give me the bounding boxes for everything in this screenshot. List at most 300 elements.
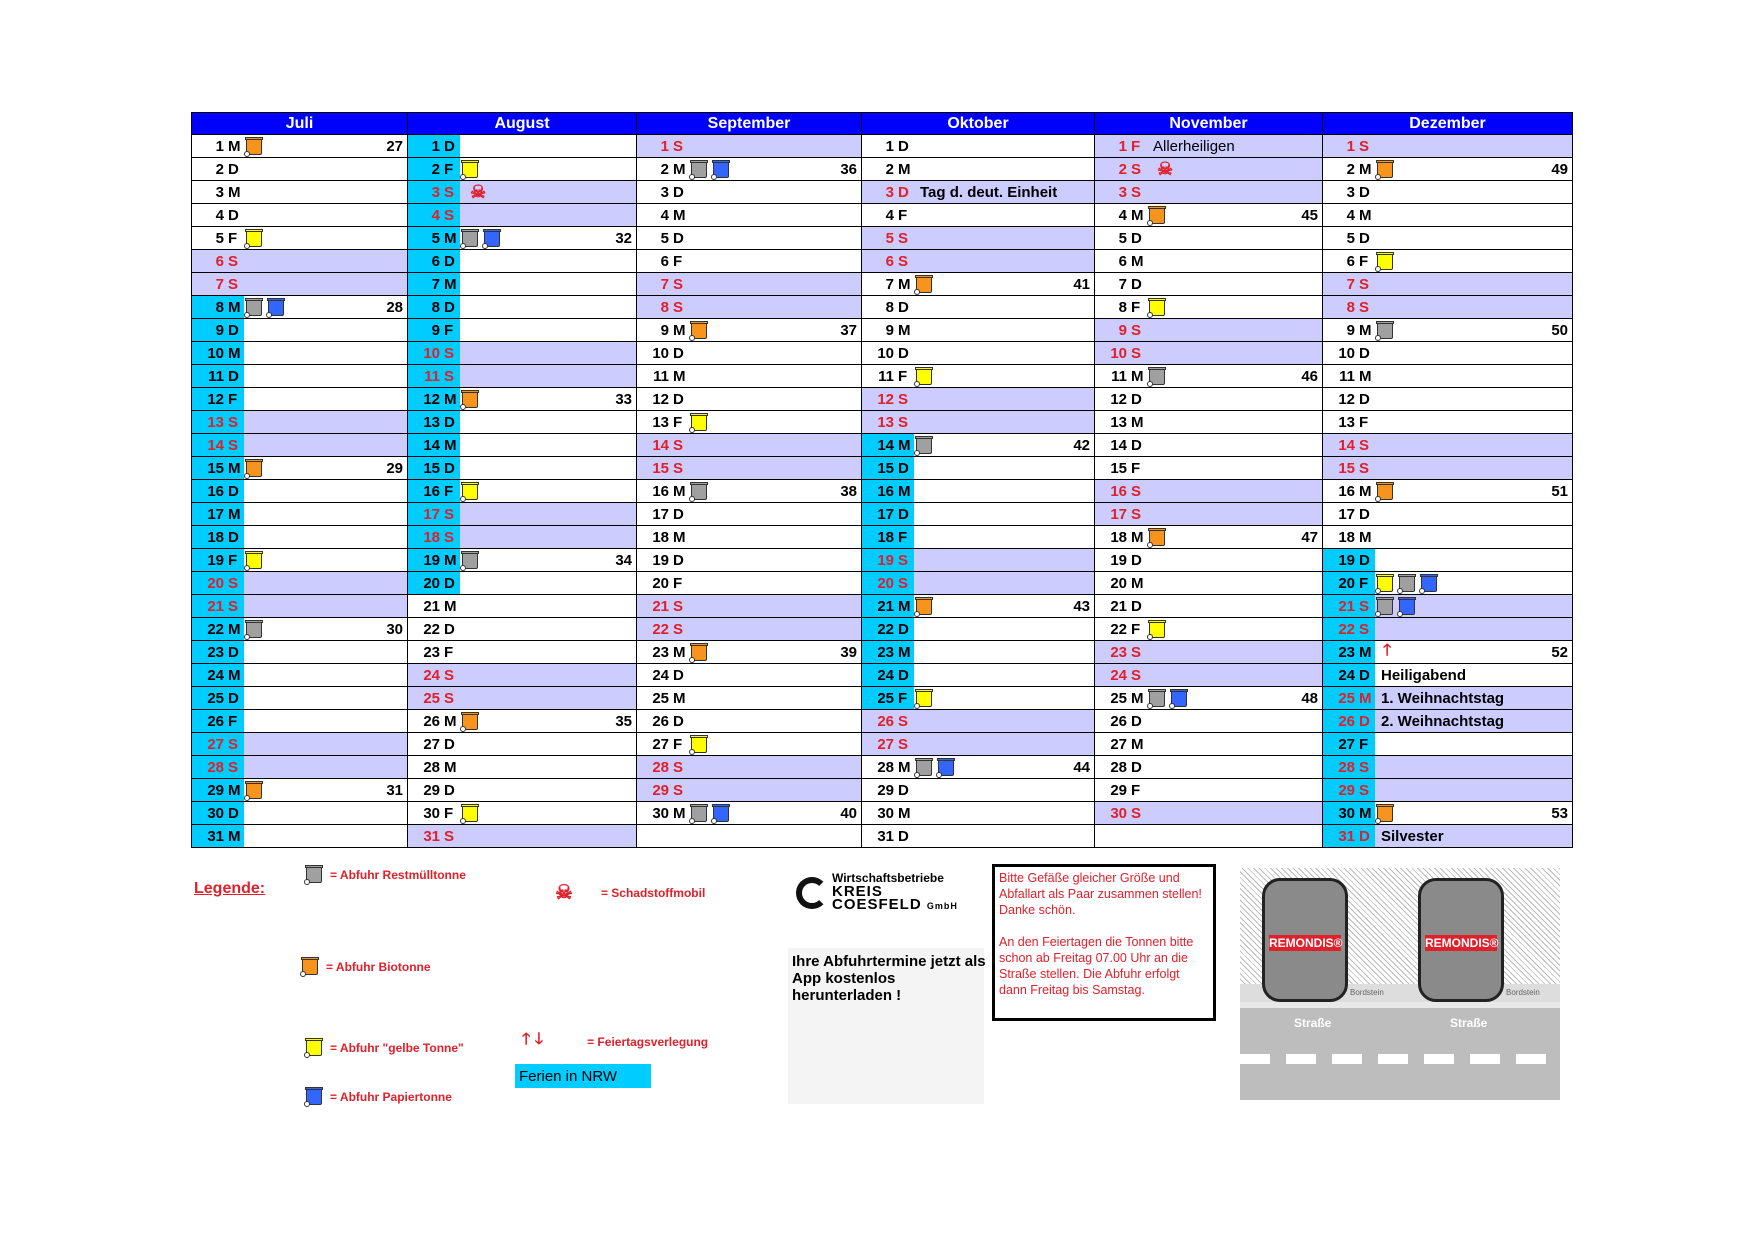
day-number: 15 — [207, 459, 224, 477]
weekday: S — [228, 758, 239, 776]
legend-papier: = Abfuhr Papiertonne — [306, 1088, 452, 1105]
weekday: D — [444, 252, 455, 270]
weekday: S — [228, 735, 239, 753]
day-cell — [192, 411, 407, 433]
day-cell — [637, 664, 861, 686]
day-cell — [408, 365, 636, 387]
day-number: 18 — [1338, 528, 1355, 546]
weekday: S — [228, 436, 239, 454]
day-number: 9 — [1118, 321, 1127, 339]
week-number: 31 — [386, 782, 403, 799]
day-number: 7 — [215, 275, 224, 293]
papier-bin-icon — [268, 299, 284, 316]
day-cell — [1323, 181, 1572, 203]
bio-bin-icon — [1377, 805, 1393, 822]
day-number: 3 — [431, 183, 440, 201]
day-number: 12 — [423, 390, 440, 408]
day-cell — [1095, 641, 1322, 663]
weekday: F — [673, 574, 683, 592]
day-number: 27 — [423, 735, 440, 753]
day-cell — [637, 365, 861, 387]
weekday: S — [1359, 781, 1370, 799]
weekday: D — [673, 344, 684, 362]
week-number: 52 — [1551, 644, 1568, 661]
weekday: F — [228, 229, 238, 247]
day-cell — [192, 710, 407, 732]
weekday: D — [1359, 344, 1370, 362]
weekday: M — [673, 321, 686, 339]
day-number: 15 — [1338, 459, 1355, 477]
week-number: 47 — [1301, 529, 1318, 546]
weekday: F — [228, 390, 238, 408]
day-cell — [192, 250, 407, 272]
week-number: 34 — [615, 552, 632, 569]
day-number: 8 — [1346, 298, 1355, 316]
day-number: 4 — [885, 206, 894, 224]
weekday: M — [898, 643, 911, 661]
day-cell — [862, 825, 1094, 847]
weekday: D — [444, 137, 455, 155]
day-cell — [637, 319, 861, 341]
day-number: 21 — [877, 597, 894, 615]
weekday: D — [228, 482, 239, 500]
day-number: 21 — [423, 597, 440, 615]
day-number: 20 — [1338, 574, 1355, 592]
day-cell — [192, 756, 407, 778]
day-cell — [1323, 779, 1572, 801]
day-number: 7 — [885, 275, 894, 293]
day-number: 17 — [652, 505, 669, 523]
day-number: 16 — [207, 482, 224, 500]
rest-bin-icon — [1377, 598, 1393, 615]
weekday: M — [444, 551, 457, 569]
day-cell — [637, 756, 861, 778]
day-number: 19 — [877, 551, 894, 569]
day-number: 17 — [1338, 505, 1355, 523]
bio-bin-icon — [462, 713, 478, 730]
bio-bin-icon — [1377, 483, 1393, 500]
day-number: 13 — [652, 413, 669, 431]
day-cell — [1323, 411, 1572, 433]
weekday: M — [228, 344, 241, 362]
day-cell — [1095, 227, 1322, 249]
day-number: 18 — [652, 528, 669, 546]
day-number: 25 — [652, 689, 669, 707]
weekday: M — [898, 436, 911, 454]
weekday: F — [444, 482, 454, 500]
day-number: 22 — [423, 620, 440, 638]
weekday: D — [1131, 597, 1142, 615]
day-number: 7 — [1118, 275, 1127, 293]
day-cell — [862, 181, 1094, 203]
day-number: 5 — [885, 229, 894, 247]
weekday: D — [673, 551, 684, 569]
day-cell — [1095, 779, 1322, 801]
week-number: 43 — [1073, 598, 1090, 615]
day-cell — [192, 296, 407, 318]
week-number: 35 — [615, 713, 632, 730]
day-number: 6 — [1346, 252, 1355, 270]
gelb-bin-icon — [1377, 575, 1393, 592]
day-cell — [408, 733, 636, 755]
rest-bin-icon — [462, 552, 478, 569]
weekday: F — [1131, 298, 1141, 316]
holiday-note: Allerheiligen — [1153, 137, 1235, 155]
weekday: S — [1131, 643, 1142, 661]
weekday: S — [1131, 804, 1142, 822]
day-number: 16 — [652, 482, 669, 500]
day-cell — [1095, 618, 1322, 640]
day-number: 14 — [652, 436, 669, 454]
day-number: 26 — [1338, 712, 1355, 730]
day-number: 1 — [1346, 137, 1355, 155]
week-number: 28 — [386, 299, 403, 316]
week-number: 48 — [1301, 690, 1318, 707]
day-cell — [1323, 296, 1572, 318]
day-cell — [408, 526, 636, 548]
day-number: 22 — [652, 620, 669, 638]
weekday: M — [1359, 482, 1372, 500]
day-cell — [408, 319, 636, 341]
week-number: 32 — [615, 230, 632, 247]
day-number: 12 — [1338, 390, 1355, 408]
day-cell — [192, 733, 407, 755]
weekday: D — [1359, 390, 1370, 408]
day-cell — [408, 802, 636, 824]
weekday: D — [444, 413, 455, 431]
weekday: M — [1131, 574, 1144, 592]
weekday: M — [1131, 735, 1144, 753]
day-number: 16 — [877, 482, 894, 500]
day-cell — [1323, 273, 1572, 295]
info-box: Bitte Gefäße gleicher Größe und Abfallart als Paar zusammen stellen! Danke schön. An den Feiertagen die Tonnen bitte schon ab Freitag 07.00 Uhr an die Straße stellen. Die Abfuhr erfolgt dann Freitag bis Samstag. — [992, 864, 1216, 1021]
gelb-bin-icon — [246, 552, 262, 569]
day-number: 19 — [423, 551, 440, 569]
day-cell — [637, 227, 861, 249]
day-cell — [862, 135, 1094, 157]
weekday: S — [673, 436, 684, 454]
papier-bin-icon — [713, 161, 729, 178]
day-cell — [1095, 710, 1322, 732]
gelb-bin-icon — [462, 161, 478, 178]
day-cell — [1095, 296, 1322, 318]
day-cell — [1323, 756, 1572, 778]
day-number: 16 — [423, 482, 440, 500]
month-header: Juli — [192, 113, 408, 135]
weekday: D — [228, 528, 239, 546]
weekday: M — [673, 367, 686, 385]
day-number: 28 — [1110, 758, 1127, 776]
day-number: 4 — [215, 206, 224, 224]
weekday: F — [228, 551, 238, 569]
day-number: 5 — [215, 229, 224, 247]
day-cell — [862, 250, 1094, 272]
weekday: M — [1131, 413, 1144, 431]
day-number: 10 — [1338, 344, 1355, 362]
day-cell — [192, 480, 407, 502]
day-cell — [408, 549, 636, 571]
month-header: September — [637, 113, 862, 135]
skull-icon: ☠ — [555, 882, 573, 904]
day-number: 23 — [1338, 643, 1355, 661]
day-cell — [1095, 434, 1322, 456]
weekday: M — [444, 712, 457, 730]
day-number: 27 — [877, 735, 894, 753]
holiday-note: 1. Weihnachtstag — [1381, 689, 1505, 707]
day-number: 31 — [1338, 827, 1355, 845]
weekday: D — [1359, 551, 1370, 569]
skull-icon: ☠ — [470, 182, 487, 202]
day-number: 30 — [207, 804, 224, 822]
day-number: 21 — [652, 597, 669, 615]
day-number: 4 — [660, 206, 669, 224]
day-cell — [192, 664, 407, 686]
day-number: 27 — [207, 735, 224, 753]
day-cell — [192, 365, 407, 387]
day-cell — [1095, 595, 1322, 617]
day-cell — [637, 549, 861, 571]
day-number: 12 — [1110, 390, 1127, 408]
legend-rest: = Abfuhr Restmülltonne — [306, 866, 466, 883]
bio-bin-icon — [462, 391, 478, 408]
weekday: S — [444, 827, 455, 845]
app-text: Ihre Abfuhrtermine jetzt als App kostenlos herunterladen ! — [792, 953, 986, 1004]
weekday: F — [444, 643, 454, 661]
day-number: 30 — [1338, 804, 1355, 822]
rest-bin-icon — [246, 299, 262, 316]
day-number: 5 — [431, 229, 440, 247]
day-cell — [862, 733, 1094, 755]
day-number: 1 — [885, 137, 894, 155]
day-number: 11 — [1111, 367, 1127, 385]
gelb-bin-icon — [916, 690, 932, 707]
day-cell — [1095, 457, 1322, 479]
week-number: 40 — [840, 805, 857, 822]
day-number: 11 — [424, 367, 440, 385]
day-cell — [1095, 526, 1322, 548]
bio-bin-icon — [246, 782, 262, 799]
day-cell — [192, 457, 407, 479]
day-cell — [408, 250, 636, 272]
weekday: S — [1131, 666, 1142, 684]
day-number: 22 — [1338, 620, 1355, 638]
week-number: 46 — [1301, 368, 1318, 385]
day-number: 5 — [660, 229, 669, 247]
day-cell — [862, 158, 1094, 180]
weekday: D — [898, 781, 909, 799]
weekday: F — [1359, 735, 1369, 753]
weekday: S — [444, 689, 455, 707]
day-number: 14 — [1110, 436, 1127, 454]
day-cell — [1095, 365, 1322, 387]
weekday: S — [1359, 620, 1370, 638]
day-cell — [1323, 503, 1572, 525]
weekday: S — [1359, 436, 1370, 454]
week-number: 45 — [1301, 207, 1318, 224]
weekday: D — [898, 183, 909, 201]
day-cell — [192, 779, 407, 801]
day-number: 9 — [660, 321, 669, 339]
weekday: F — [228, 712, 238, 730]
day-cell — [1323, 319, 1572, 341]
weekday: M — [228, 827, 241, 845]
day-cell — [192, 227, 407, 249]
day-number: 22 — [207, 620, 224, 638]
weekday: M — [444, 597, 457, 615]
day-cell — [192, 434, 407, 456]
weekday: S — [1359, 137, 1370, 155]
day-cell — [862, 664, 1094, 686]
day-number: 25 — [207, 689, 224, 707]
weekday: F — [1359, 574, 1369, 592]
papier-bin-icon — [484, 230, 500, 247]
day-cell — [1095, 319, 1322, 341]
weekday: D — [228, 804, 239, 822]
day-cell — [637, 779, 861, 801]
day-cell — [1323, 250, 1572, 272]
weekday: S — [444, 666, 455, 684]
weekday: M — [1359, 321, 1372, 339]
weekday: M — [673, 528, 686, 546]
weekday: M — [228, 666, 241, 684]
day-cell — [192, 802, 407, 824]
weekday: F — [898, 689, 908, 707]
day-cell — [192, 526, 407, 548]
weekday: F — [898, 528, 908, 546]
day-cell — [637, 802, 861, 824]
day-number: 28 — [877, 758, 894, 776]
weekday: S — [673, 459, 684, 477]
weekday: S — [898, 413, 909, 431]
weekday: M — [228, 620, 241, 638]
weekday: M — [1359, 689, 1372, 707]
rest-bin-icon — [1149, 368, 1165, 385]
rest-bin-icon — [246, 621, 262, 638]
day-cell — [408, 411, 636, 433]
weekday: S — [1131, 344, 1142, 362]
day-number: 24 — [1338, 666, 1355, 684]
weekday: S — [228, 574, 239, 592]
day-number: 11 — [1339, 367, 1355, 385]
day-cell — [408, 181, 636, 203]
weekday: S — [444, 183, 455, 201]
weekday: D — [228, 321, 239, 339]
weekday: D — [1359, 183, 1370, 201]
day-cell — [1323, 204, 1572, 226]
day-number: 10 — [877, 344, 894, 362]
day-number: 2 — [885, 160, 894, 178]
weekday: S — [1359, 597, 1370, 615]
day-cell — [862, 411, 1094, 433]
bio-bin-icon — [1149, 207, 1165, 224]
day-cell — [862, 802, 1094, 824]
day-number: 21 — [207, 597, 224, 615]
day-number: 26 — [652, 712, 669, 730]
weekday: F — [673, 413, 683, 431]
day-number: 11 — [208, 367, 224, 385]
gelb-bin-icon — [916, 368, 932, 385]
day-number: 17 — [423, 505, 440, 523]
legend-feiertag: 🡑 🡓 = Feiertagsverlegung — [522, 1028, 708, 1055]
gelb-bin-icon — [462, 805, 478, 822]
day-number: 2 — [1118, 160, 1127, 178]
weekday: M — [1131, 689, 1144, 707]
weekday: D — [444, 620, 455, 638]
weekday: D — [898, 666, 909, 684]
day-number: 5 — [1346, 229, 1355, 247]
day-cell — [637, 250, 861, 272]
weekday: S — [444, 505, 455, 523]
day-cell — [1323, 802, 1572, 824]
day-number: 24 — [1110, 666, 1127, 684]
day-cell — [1323, 687, 1572, 709]
day-cell — [192, 181, 407, 203]
day-number: 19 — [1338, 551, 1355, 569]
weekday: D — [1131, 229, 1142, 247]
day-cell — [408, 687, 636, 709]
day-number: 12 — [877, 390, 894, 408]
day-cell — [1095, 342, 1322, 364]
day-cell — [1323, 549, 1572, 571]
weekday: S — [898, 229, 909, 247]
weekday: D — [673, 505, 684, 523]
day-number: 29 — [1338, 781, 1355, 799]
day-cell — [192, 572, 407, 594]
day-number: 4 — [1346, 206, 1355, 224]
weekday: D — [898, 827, 909, 845]
legend-title: Legende: — [194, 880, 266, 897]
day-number: 10 — [207, 344, 224, 362]
weekday: S — [228, 413, 239, 431]
day-number: 18 — [1110, 528, 1127, 546]
weekday: S — [1359, 758, 1370, 776]
day-number: 15 — [652, 459, 669, 477]
rest-bin-icon — [916, 759, 932, 776]
day-cell — [1095, 204, 1322, 226]
day-number: 27 — [1338, 735, 1355, 753]
weekday: M — [898, 275, 911, 293]
weekday: D — [228, 206, 239, 224]
day-cell — [1323, 365, 1572, 387]
day-number: 13 — [1110, 413, 1127, 431]
day-number: 11 — [878, 367, 894, 385]
weekday: S — [898, 551, 909, 569]
day-cell — [862, 756, 1094, 778]
weekday: D — [1131, 390, 1142, 408]
holiday-note: Silvester — [1381, 827, 1444, 845]
bin-illustration-left: REMONDIS® — [1262, 878, 1348, 1002]
weekday: D — [1131, 712, 1142, 730]
day-number: 14 — [1338, 436, 1355, 454]
day-cell — [408, 618, 636, 640]
weekday: S — [444, 367, 455, 385]
weekday: D — [444, 781, 455, 799]
day-cell — [192, 641, 407, 663]
weekday: S — [1359, 298, 1370, 316]
bio-bin-icon — [691, 644, 707, 661]
weekday: S — [898, 390, 909, 408]
weekday: F — [1131, 781, 1141, 799]
day-cell — [408, 756, 636, 778]
day-cell — [637, 135, 861, 157]
weekday: M — [228, 781, 241, 799]
weekday: S — [898, 252, 909, 270]
day-number: 23 — [652, 643, 669, 661]
day-number: 2 — [431, 160, 440, 178]
day-cell — [1095, 664, 1322, 686]
papier-bin-icon — [1171, 690, 1187, 707]
day-cell — [862, 342, 1094, 364]
